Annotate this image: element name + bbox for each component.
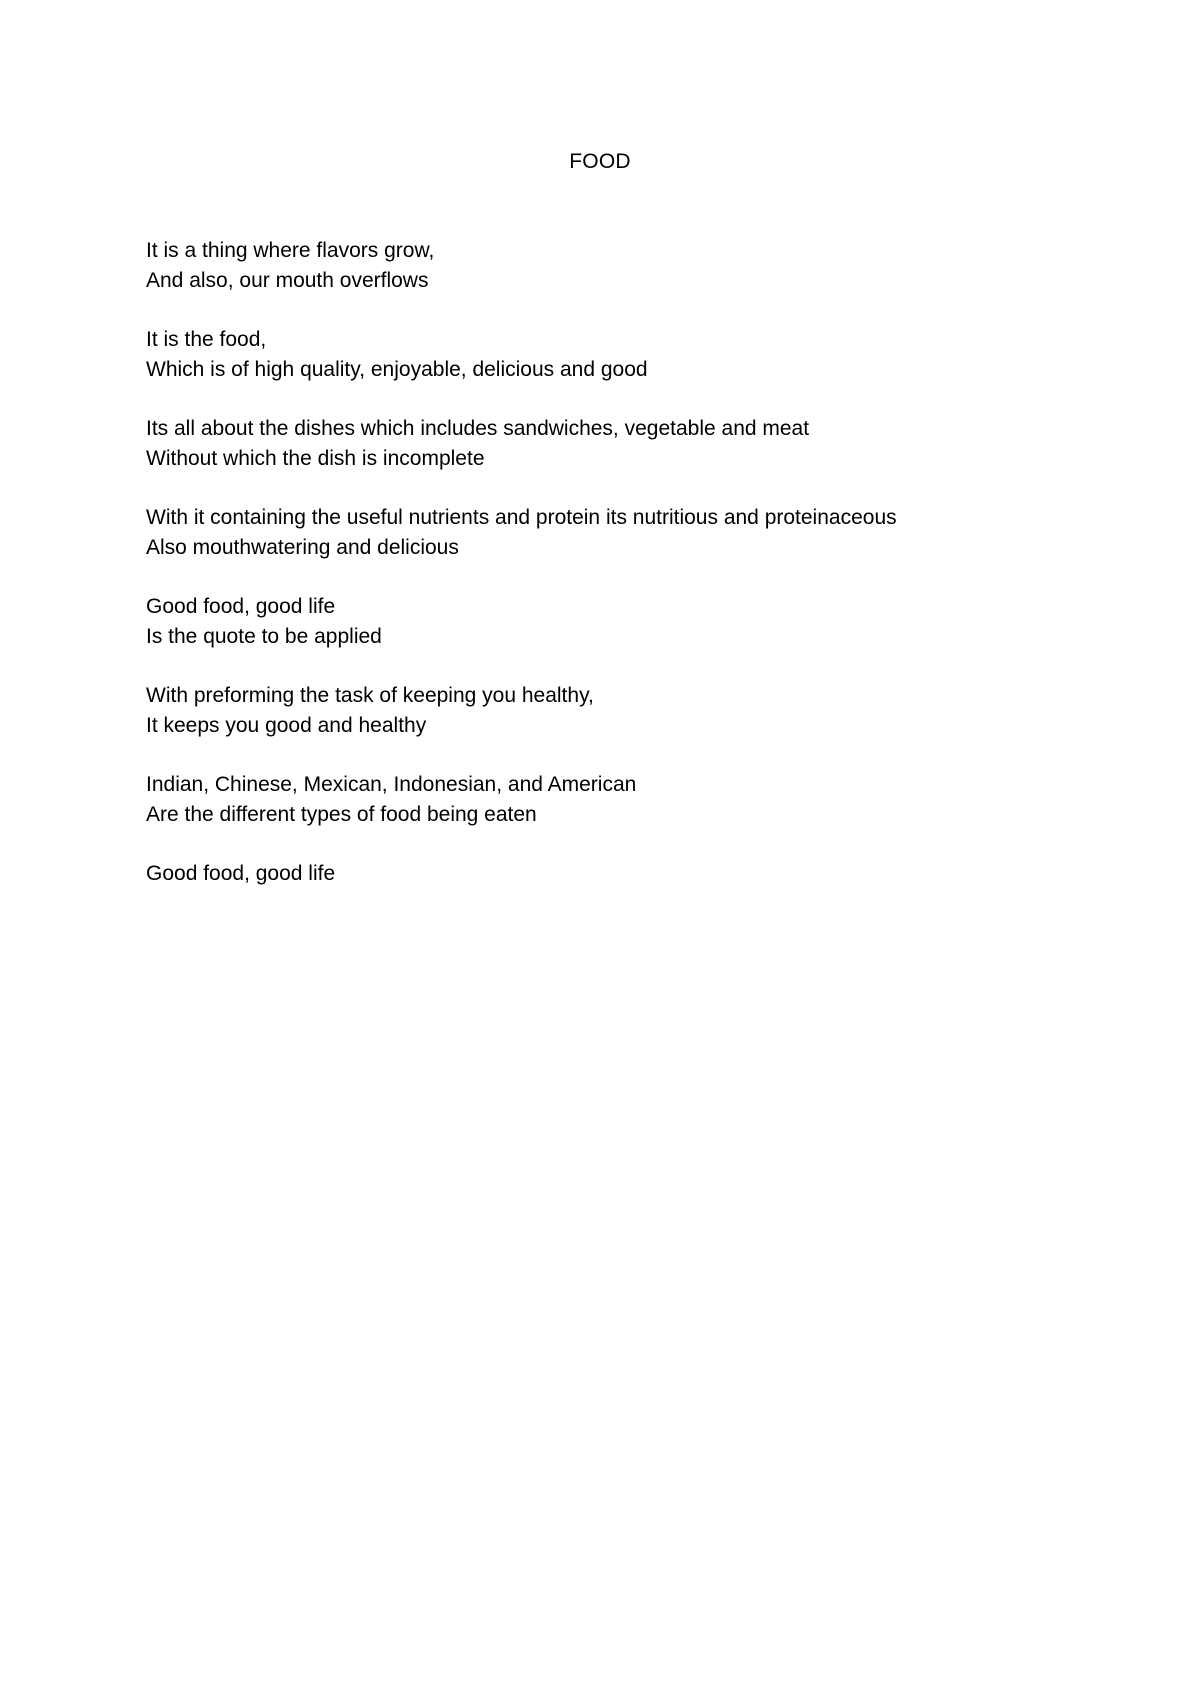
poem-body	[146, 236, 1146, 919]
poem-line: Indian, Chinese, Mexican, Indonesian, and American	[146, 773, 637, 796]
poem-line: Also mouthwatering and delicious	[146, 535, 459, 559]
stanza-5	[146, 592, 1146, 651]
stanza-2	[146, 325, 1146, 384]
poem-line: With it containing the useful nutrients and protein its nutritious and proteinaceous	[146, 506, 897, 529]
poem-line: Good food, good life	[146, 595, 336, 618]
poem-line: It keeps you good and healthy	[146, 713, 427, 737]
stanza-4	[146, 503, 1146, 562]
stanza-7	[146, 770, 1146, 829]
poem-line: Is the quote to be applied	[146, 624, 382, 648]
stanza-8	[146, 859, 1146, 889]
stanza-1	[146, 236, 1146, 295]
stanza-3	[146, 414, 1146, 473]
poem-line: Which is of high quality, enjoyable, delicious and good	[146, 357, 648, 381]
poem-line: It is the food,	[146, 328, 267, 351]
poem-line: It is a thing where flavors grow,	[146, 239, 435, 262]
stanza-6	[146, 681, 1146, 740]
poem-line: Its all about the dishes which includes sandwiches, vegetable and meat	[146, 417, 810, 440]
poem-title: FOOD	[569, 150, 631, 173]
poem-line: Are the different types of food being eaten	[146, 802, 537, 826]
poem-line: Good food, good life	[146, 862, 336, 885]
poem-line: Without which the dish is incomplete	[146, 446, 485, 470]
poem-line: With preforming the task of keeping you healthy,	[146, 684, 594, 707]
poem-line: And also, our mouth overflows	[146, 268, 429, 292]
